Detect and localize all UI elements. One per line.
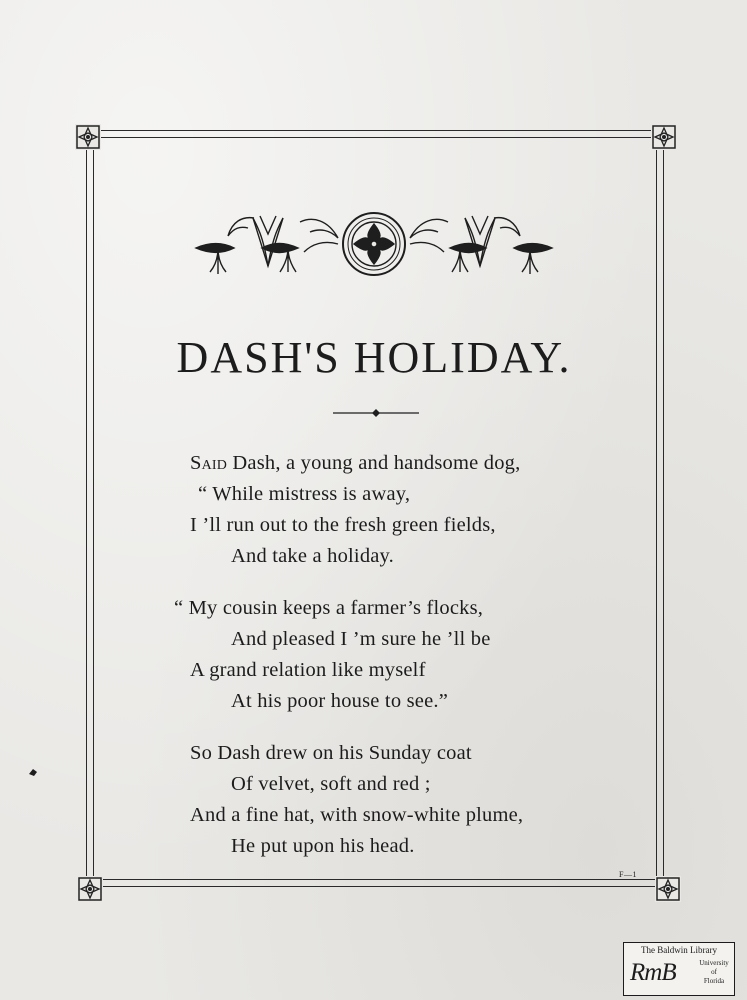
poem-line: At his poor house to see.”	[231, 690, 448, 712]
poem-stanza-3	[190, 738, 660, 862]
poem-line: “ My cousin keeps a farmer’s flocks,	[174, 597, 484, 619]
drop-word: Said	[190, 452, 228, 474]
library-stamp	[623, 942, 735, 996]
stamp-institution-line: of	[711, 968, 717, 976]
corner-ornament-top-right	[651, 124, 677, 150]
poem-line: “ While mistress is away,	[198, 483, 411, 505]
corner-ornament-top-left	[75, 124, 101, 150]
stamp-institution-line: Florida	[703, 977, 725, 985]
poem-line: And a fine hat, with snow-white plume,	[190, 804, 524, 826]
corner-ornament-bottom-left	[77, 876, 103, 902]
plate-mark: F—1	[619, 870, 637, 879]
stamp-library-name: The Baldwin Library	[641, 945, 717, 955]
poem-line: So Dash drew on his Sunday coat	[190, 742, 472, 764]
stamp-institution	[696, 959, 732, 986]
page-title: DASH'S HOLIDAY.	[176, 333, 572, 382]
poem-line	[190, 448, 660, 479]
poem-line: He put upon his head.	[231, 835, 415, 857]
poem-body	[174, 448, 660, 883]
poem-line: A grand relation like myself	[190, 659, 426, 681]
poem-line: I ’ll run out to the fresh green fields,	[190, 514, 496, 536]
poem-line: And pleased I ’m sure he ’ll be	[231, 628, 491, 650]
poem-line: Of velvet, soft and red ;	[231, 773, 431, 795]
stamp-institution-line: University	[699, 959, 729, 967]
floral-header-ornament	[188, 208, 560, 280]
title-divider-rule	[333, 408, 419, 418]
poem-line: And take a holiday.	[231, 545, 395, 567]
poem-stanza-2	[174, 593, 660, 717]
poem-stanza-1	[190, 448, 660, 572]
poem-line-text: Dash, a young and handsome dog,	[227, 452, 521, 474]
stamp-logo: RmB	[630, 959, 676, 986]
ink-speck-mark	[27, 766, 39, 778]
